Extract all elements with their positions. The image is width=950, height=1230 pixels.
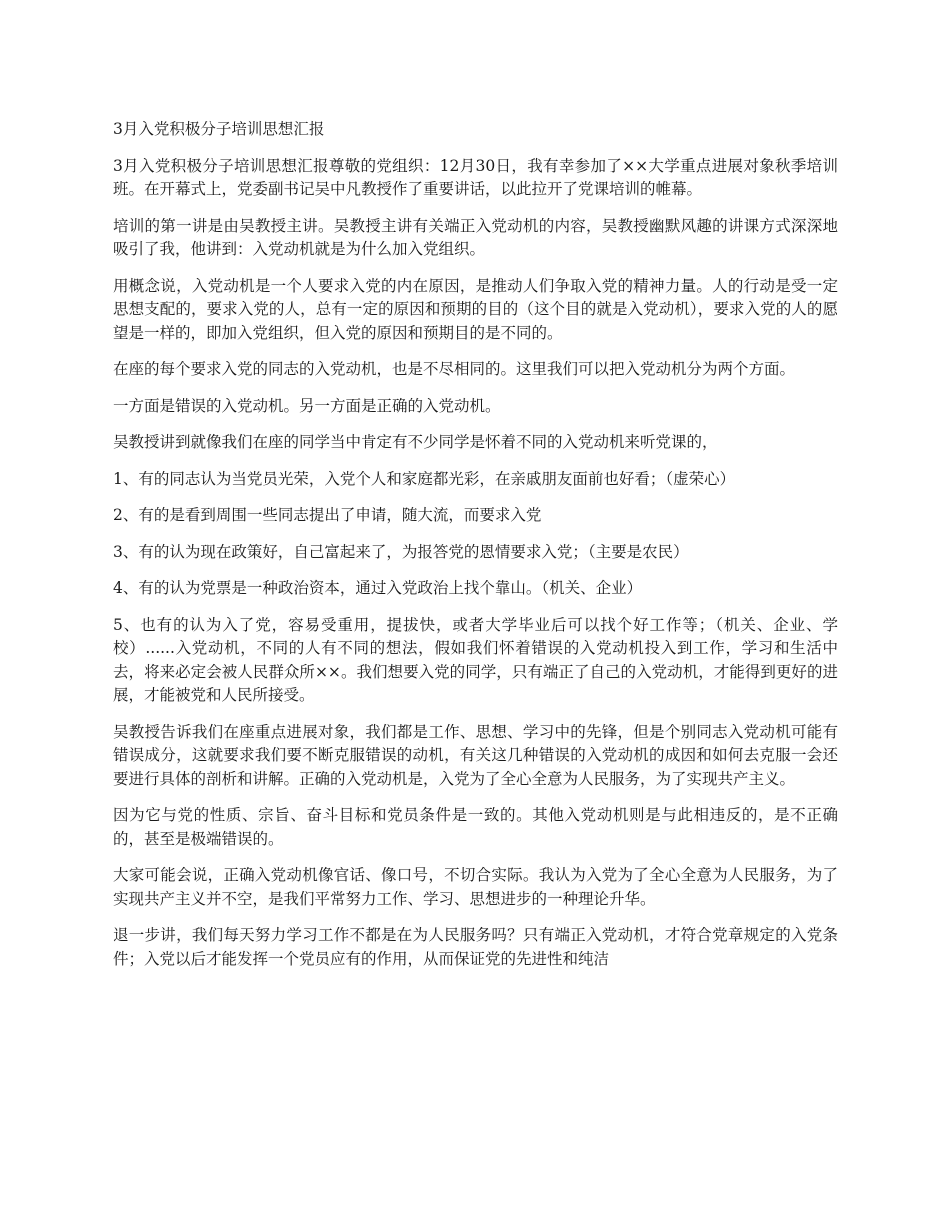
list-item: 2、有的是看到周围一些同志提出了申请，随大流，而要求入党 xyxy=(113,506,542,524)
list-item: 5、也有的认为入了党，容易受重用，提拔快，或者大学毕业后可以找个好工作等；（机关、企业、学校）......入党动机，不同的人有不同的想法，假如我们怀着错误的入党动机投入到工作，学习和生活中去，将来必定会被人民群众所××。我们想要入党的同学，只有端正了自己的入党动机，才能得到更好的进展，才能被党和人民所接受。 xyxy=(113,615,838,704)
paragraph: 吴教授讲到就像我们在座的同学当中肯定有不少同学是怀着不同的入党动机来听党课的， xyxy=(113,433,718,451)
paragraph: 培训的第一讲是由吴教授主讲。吴教授主讲有关端正入党动机的内容，吴教授幽默风趣的讲课方式深深地吸引了我，他讲到：入党动机就是为什么加入党组织。 xyxy=(113,216,838,258)
paragraph: 3月入党积极分子培训思想汇报尊敬的党组织：12月30日，我有幸参加了××大学重点进展对象秋季培训班。在开幕式上，党委副书记吴中凡教授作了重要讲话，以此拉开了党课培训的帷幕。 xyxy=(113,156,838,198)
document-title: 3月入党积极分子培训思想汇报 xyxy=(113,120,325,138)
document-body xyxy=(113,155,838,972)
list-item: 4、有的认为党票是一种政治资本，通过入党政治上找个靠山。（机关、企业） xyxy=(113,579,643,597)
paragraph: 因为它与党的性质、宗旨、奋斗目标和党员条件是一致的。其他入党动机则是与此相违反的，是不正确的，甚至是极端错误的。 xyxy=(113,806,838,848)
paragraph: 吴教授告诉我们在座重点进展对象，我们都是工作、思想、学习中的先锋，但是个别同志入党动机可能有错误成分，这就要求我们要不断克服错误的动机，有关这几种错误的入党动机的成因和如何去克服一会还要进行具体的剖析和讲解。正确的入党动机是，入党为了全心全意为人民服务，为了实现共产主义。 xyxy=(113,722,838,788)
paragraph: 退一步讲，我们每天努力学习工作不都是在为人民服务吗？只有端正入党动机，才符合党章规定的入党条件；入党以后才能发挥一个党员应有的作用，从而保证党的先进性和纯洁 xyxy=(113,926,838,968)
list-item: 1、有的同志认为当党员光荣，入党个人和家庭都光彩，在亲戚朋友面前也好看；（虚荣心） xyxy=(113,469,736,488)
paragraph: 在座的每个要求入党的同志的入党动机，也是不尽相同的。这里我们可以把入党动机分为两个方面。 xyxy=(113,360,796,378)
paragraph: 用概念说，入党动机是一个人要求入党的内在原因，是推动人们争取入党的精神力量。人的行动是受一定思想支配的，要求入党的人，总有一定的原因和预期的目的（这个目的就是入党动机），要求入党的人的愿望是一样的，即加入党组织，但入党的原因和预期目的是不同的。 xyxy=(113,276,838,342)
list-item: 3、有的认为现在政策好，自己富起来了，为报答党的恩情要求入党；（主要是农民） xyxy=(113,542,689,561)
paragraph: 大家可能会说，正确入党动机像官话、像口号，不切合实际。我认为入党为了全心全意为人民服务，为了实现共产主义并不空，是我们平常努力工作、学习、思想进步的一种理论升华。 xyxy=(113,866,838,908)
paragraph: 一方面是错误的入党动机。另一方面是正确的入党动机。 xyxy=(113,396,501,415)
